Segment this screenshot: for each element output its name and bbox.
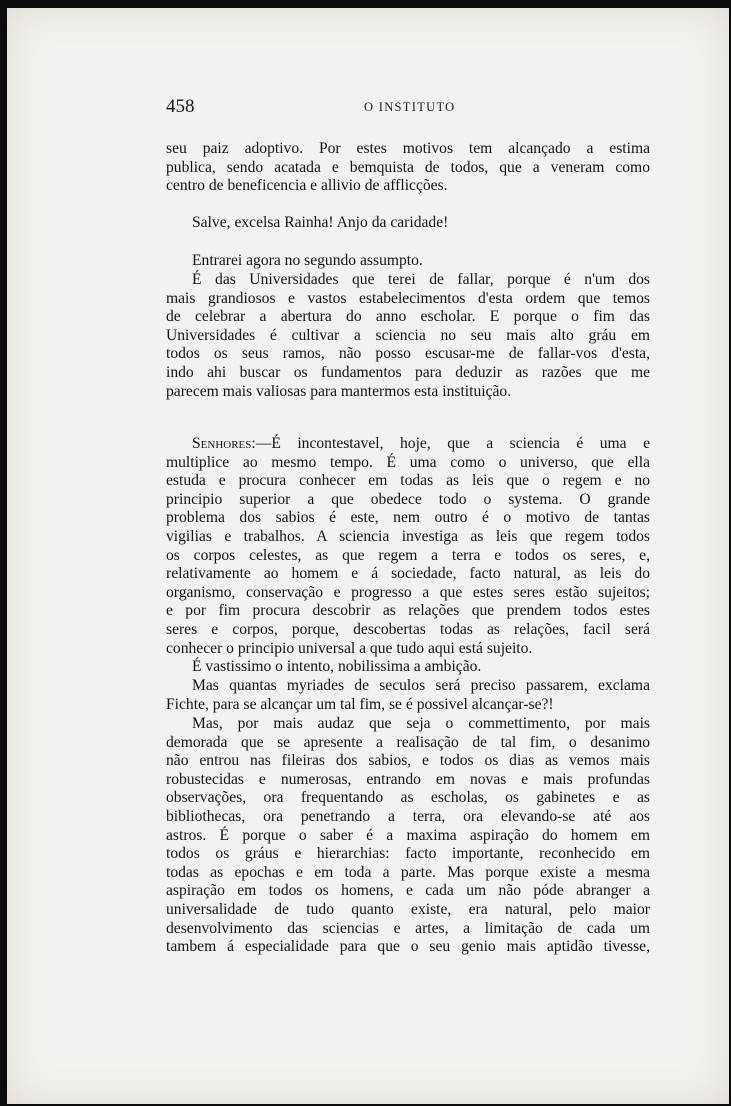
text-line: centro de beneficencia e allivio de afflicções.: [166, 177, 448, 195]
text-line: indo ahi buscar os fundamentos para deduzir as razões que me: [166, 363, 650, 381]
paragraph-science: [166, 435, 650, 658]
text-line: publica, sendo acatada e bemquista de todos, que a veneram como: [166, 158, 650, 176]
text-line: de celebrar a abertura do anno escholar. E porque o fim das: [166, 308, 650, 326]
text-line: organismo, conservação e progresso a que estes seres estão sujeitos;: [166, 583, 650, 601]
text-line: os corpos celestes, as que regem a terra e todos os seres, e,: [166, 546, 650, 564]
text-line: aspiração em todos os homens, e cada um não póde abranger a: [166, 882, 650, 900]
text-line: desenvolvimento das sciencias e artes, a limitação de cada um: [166, 919, 650, 937]
text-line: parecem mais valiosas para mantermos esta instituição.: [166, 382, 512, 400]
text-line: robustecidas e numerosas, entrando em novas e mais profundas: [166, 770, 650, 788]
text-line: demorada que se apresente a realisação de tal fim, o desanimo: [166, 733, 650, 751]
text-line: não entrou nas fileiras dos sabios, e todos os dias as vemos mais: [166, 752, 650, 770]
paragraph-fichte: [166, 677, 650, 714]
paragraph-continuation: [166, 140, 650, 196]
text-line: multiplice ao mesmo tempo. É uma como o universo, que ella: [166, 453, 650, 471]
text-line: Fichte, para se alcançar um tal fim, se é possivel alcançar-se?!: [166, 695, 554, 713]
text-line: relativamente ao homem e á sociedade, facto natural, as leis do: [166, 565, 650, 583]
text-line: Entrarei agora no segundo assumpto.: [192, 252, 423, 269]
text-line: astros. É porque o saber é a maxima aspiração do homem em: [166, 826, 650, 844]
text-line: mais grandiosos e vastos estabelecimentos d'esta ordem que temos: [166, 289, 650, 307]
text-line: É vastissimo o intento, nobilissima a ambição.: [192, 658, 482, 675]
text-line: [166, 435, 650, 454]
text-line: tambem á especialidade para que o seu genio mais aptidão tivesse,: [166, 938, 650, 956]
paragraph-aspiration: [166, 715, 650, 957]
page-header: [166, 96, 650, 118]
text-line: seu paiz adoptivo. Por estes motivos tem alcançado a estima: [166, 140, 650, 157]
text-line: observações, ora frequentando as escholas, os gabinetes e as: [166, 789, 650, 807]
text-line: principio superior a que obedece todo o systema. O grande: [166, 490, 650, 508]
text-line: Salve, excelsa Rainha! Anjo da caridade!: [192, 214, 449, 231]
salutation: Senhores:: [192, 435, 256, 452]
text-line: É das Universidades que terei de fallar, porque é n'um dos: [192, 271, 650, 288]
book-page: [7, 8, 729, 1104]
paragraph-transition: [166, 252, 650, 271]
text-line: bibliothecas, ora penetrando a terra, ora elevando-se até aos: [166, 807, 650, 825]
paragraph-universities: [166, 271, 650, 401]
text-line: problema dos sabios é este, nem outro é o motivo de tantas: [166, 509, 650, 527]
text-line-rest: —É incontestavel, hoje, que a sciencia é uma e: [255, 435, 650, 452]
text-line: Mas, por mais audaz que seja o commettimento, por mais: [192, 715, 650, 732]
running-head: O INSTITUTO: [364, 100, 456, 114]
text-line: todos os gráus e hierarchias: facto importante, reconhecido em: [166, 845, 650, 863]
paragraph-intent: [166, 658, 650, 677]
text-line: todas as epochas e em toda a parte. Mas porque existe a mesma: [166, 863, 650, 881]
text-line: conhecer o principio universal a que tudo aqui está sujeito.: [166, 639, 533, 657]
text-line: vigilias e trabalhos. A sciencia investiga as leis que regem todos: [166, 527, 650, 545]
page-number: 458: [166, 96, 195, 117]
text-line: todos os seus ramos, não posso escusar-me de fallar-vos d'esta,: [166, 345, 650, 363]
text-line: e por fim procura descobrir as relações que prendem todos estes: [166, 602, 650, 620]
paragraph-exclamation: [166, 214, 650, 233]
text-line: universalidade de tudo quanto existe, era natural, pelo maior: [166, 900, 650, 918]
text-line: seres e corpos, porque, descobertas todas as relações, facil será: [166, 620, 650, 638]
text-line: estuda e procura conhecer em todas as leis que o regem e no: [166, 472, 650, 490]
text-line: Universidades é cultivar a sciencia no seu mais alto gráu em: [166, 326, 650, 344]
text-line: Mas quantas myriades de seculos será preciso passarem, exclama: [192, 677, 650, 694]
